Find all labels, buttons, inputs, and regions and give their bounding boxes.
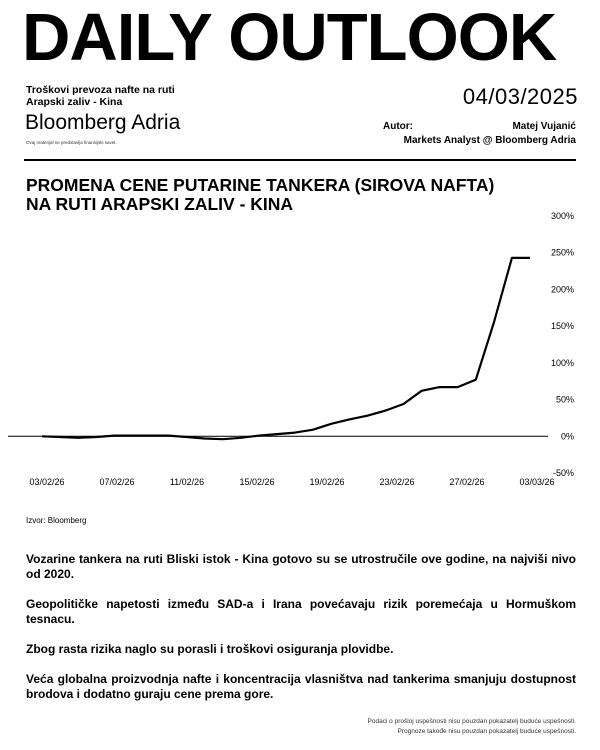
header-divider (24, 159, 576, 161)
y-tick-label: 100% (550, 357, 574, 368)
route-line-2: Arapski zaliv - Kina (26, 96, 123, 108)
brand-logo: Bloomberg Adria (25, 111, 181, 134)
x-tick-label: 23/02/26 (379, 477, 415, 487)
x-tick-label: 07/02/26 (99, 477, 135, 487)
route-subtitle (26, 84, 175, 108)
source-note: Izvor: Bloomberg (26, 516, 87, 525)
line-chart (0, 205, 600, 495)
x-tick-label: 15/02/26 (239, 477, 275, 487)
y-tick-label: 200% (550, 284, 574, 295)
report-date: 04/03/2025 (462, 84, 578, 109)
x-tick-label: 03/02/26 (29, 477, 65, 487)
chart-title-line-1: PROMENA CENE PUTARINE TANKERA (SIROVA NAFTA) (26, 175, 495, 195)
author-label: Autor: (383, 121, 413, 132)
author-name: Matej Vujanić (512, 121, 576, 132)
key-point: Zbog rasta rizika naglo su porasli i troškovi osiguranja plovidbe. (26, 642, 394, 656)
footer-disclaimer (368, 717, 577, 737)
y-tick-label: -50% (552, 468, 574, 478)
y-tick-label: 150% (550, 321, 574, 332)
footer-line-1: Podaci o prošloj uspešnosti nisu pouzdan pokazatelj buduće uspešnosti. (367, 718, 576, 725)
x-tick-label: 27/02/26 (449, 477, 485, 487)
y-tick-label: 0% (560, 431, 574, 442)
key-point: Veća globalna proizvodnja nafte i koncentracija vlasništva nad tankerima smanjuju dostupnost brodova i dodatno guraju cene prema gore. (26, 672, 576, 701)
key-point: Vozarine tankera na ruti Bliski istok - Kina gotovo su se utrostručile ove godine, na najviši nivo od 2020. (26, 552, 576, 581)
y-tick-label: 300% (550, 211, 574, 221)
y-tick-label: 50% (555, 394, 574, 405)
author-role: Markets Analyst @ Bloomberg Adria (403, 135, 576, 146)
footer-line-2: Prognoze takođe nisu pouzdan pokazatelj buduće uspešnosti. (397, 728, 576, 735)
x-tick-label: 19/02/26 (309, 477, 345, 487)
masthead-title: DAILY OUTLOOK (22, 0, 557, 75)
key-point: Geopolitičke napetosti između SAD-a i Irana povećavaju rizik poremećaja u Hormuškom tesnacu. (26, 597, 576, 626)
series-line (42, 258, 530, 439)
route-line-1: Troškovi prevoza nafte na ruti (26, 84, 175, 96)
chart-title-line-2: NA RUTI ARAPSKI ZALIV - KINA (26, 194, 294, 214)
key-points (26, 552, 576, 717)
small-disclaimer: Ovaj materijal ne predstavlja finansijski savet. (26, 140, 117, 145)
x-tick-label: 03/03/26 (519, 477, 555, 487)
y-tick-label: 250% (550, 247, 574, 258)
x-tick-label: 11/02/26 (169, 477, 205, 487)
